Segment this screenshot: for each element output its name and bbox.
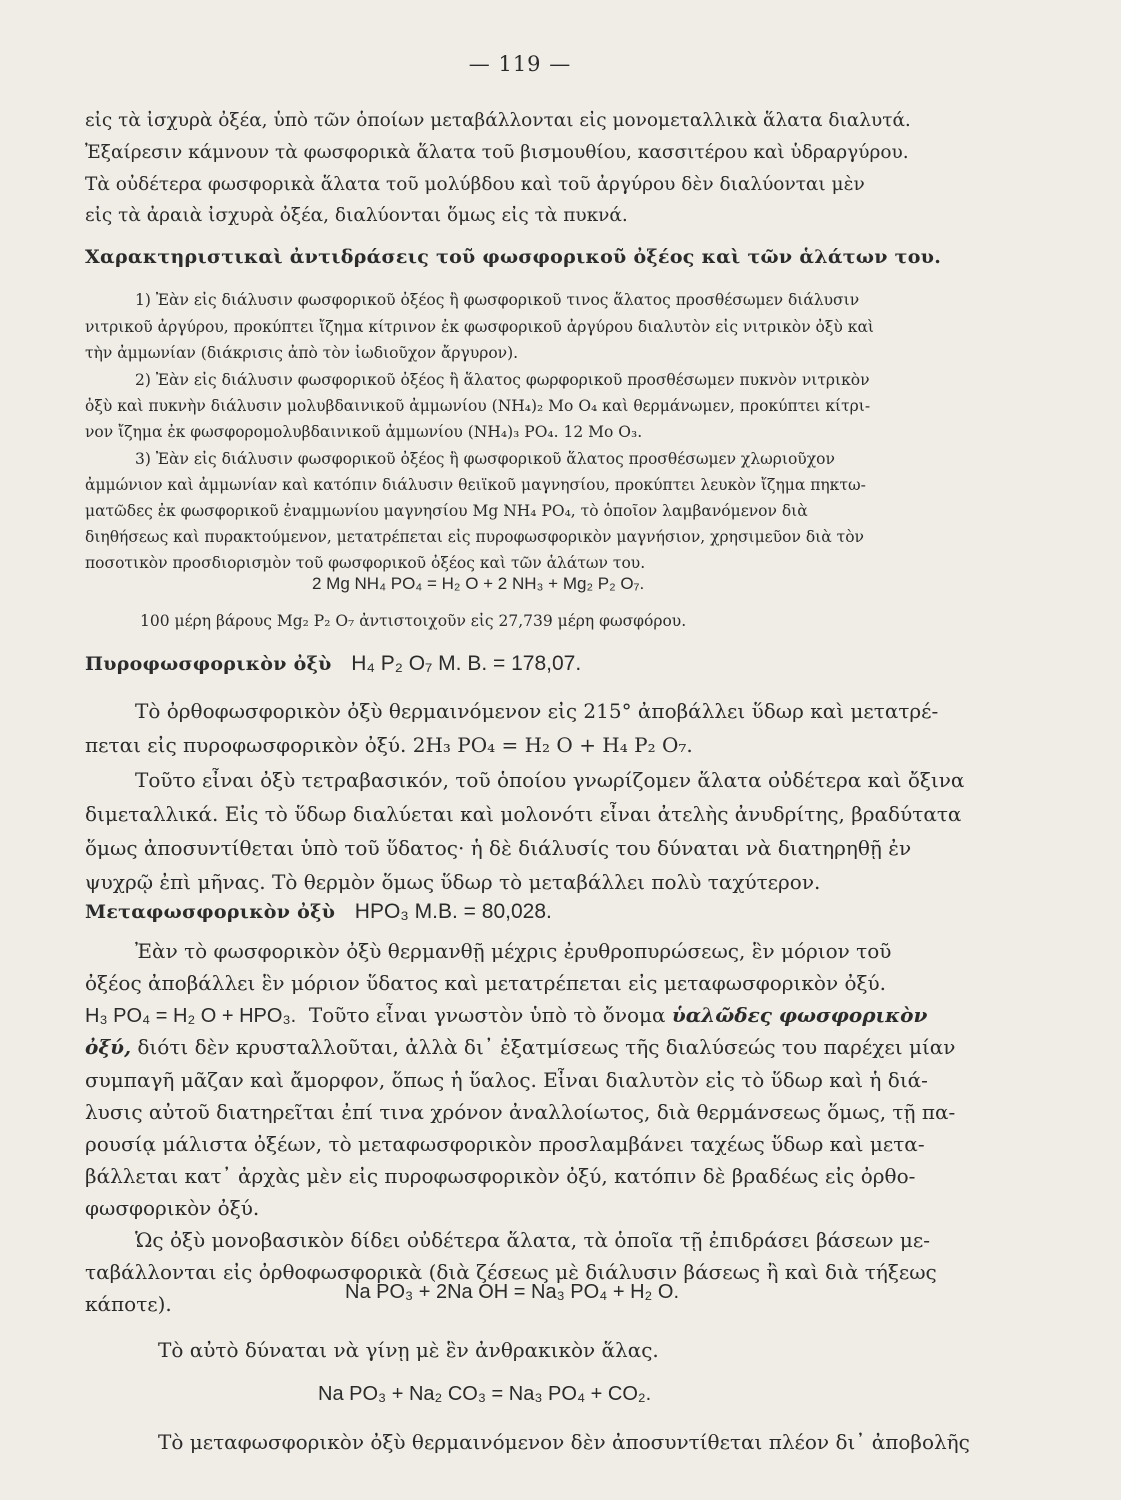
pyro-line-1: Τὸ ὀρθοφωσφορικὸν ὀξὺ θερμαινόμενον εἰς 215° ἀποβάλλει ὕδωρ καὶ μετατρέ- xyxy=(135,699,939,723)
pyro-line-3: Τοῦτο εἶναι ὀξὺ τετραβασικόν, τοῦ ὁποίου γνωρίζομεν ἅλατα οὐδέτερα καὶ ὄξινα xyxy=(135,768,965,792)
meta-kapote: κάποτε). xyxy=(85,1292,172,1316)
meta-heading xyxy=(85,900,1005,924)
pyro-heading-text: Πυροφωσφορικὸν ὀξὺ xyxy=(85,653,332,675)
reactions-heading-text: Χαρακτηριστικαὶ ἀντιδράσεις τοῦ φωσφορικοῦ ὀξέος καὶ τῶν ἁλάτων του. xyxy=(85,246,942,268)
intro-line-4: εἰς τὰ ἀραιὰ ἰσχυρὰ ὀξέα, διαλύονται ὅμως εἰς τὰ πυκνά. xyxy=(85,205,628,226)
meta-line-5: συμπαγῆ μᾶζαν καὶ ἄμορφον, ὅπως ἡ ὕαλος. Εἶναι διαλυτὸν εἰς τὸ ὕδωρ καὶ ἡ διά- xyxy=(85,1068,928,1092)
meta-line-10: Ὡς ὀξὺ μονοβασικὸν δίδει οὐδέτερα ἅλατα, τὰ ὁποῖα τῇ ἐπιδράσει βάσεων με- xyxy=(135,1228,931,1252)
intro-line-1: εἰς τὰ ἰσχυρὰ ὀξέα, ὑπὸ τῶν ὁποίων μεταβάλλονται εἰς μονομεταλλικὰ ἅλατα διαλυτά. xyxy=(85,110,911,131)
intro-line-3: Τὰ οὐδέτερα φωσφορικὰ ἅλατα τοῦ μολύβδου καὶ τοῦ ἀργύρου δὲν διαλύονται μὲν xyxy=(85,174,865,195)
meta-formula: HPO₃ M.B. = 80,028. xyxy=(354,900,552,923)
reaction-line-6: νον ἴζημα ἐκ φωσφορομολυβδαινικοῦ ἀμμωνίου (NH₄)₃ PO₄. 12 Mo O₃. xyxy=(85,423,643,441)
meta-line-1: Ἐὰν τὸ φωσφορικὸν ὀξὺ θερμανθῇ μέχρις ἐρυθροπυρώσεως, ἓν μόριον τοῦ xyxy=(135,939,892,963)
equation-naoh: Na PO₃ + 2Na OH = Na₃ PO₄ + H₂ O. xyxy=(345,1281,679,1303)
meta-term-bold: ὑαλῶδες φωσφορικὸν xyxy=(671,1003,928,1027)
meta-heading-text: Μεταφωσφορικὸν ὀξὺ xyxy=(85,901,336,923)
pyro-line-2: πεται εἰς πυροφωσφορικὸν ὀξύ. 2H₃ PO₄ = H₂ O + H₄ P₂ O₇. xyxy=(85,733,693,757)
meta-same-line: Τὸ αὐτὸ δύναται νὰ γίνῃ μὲ ἓν ἀνθρακικὸν ἅλας. xyxy=(158,1338,659,1362)
pyro-line-6: ψυχρῷ ἐπὶ μῆνας. Τὸ θερμὸν ὅμως ὕδωρ τὸ μεταβάλλει πολὺ ταχύτερον. xyxy=(85,870,821,894)
equation-note: 100 μέρη βάρους Mg₂ P₂ O₇ ἀντιστοιχοῦν εἰς 27,739 μέρη φωσφόρου. xyxy=(140,612,687,630)
pyro-line-5: ὅμως ἀποσυντίθεται ὑπὸ τοῦ ὕδατος· ἡ δὲ διάλυσίς του δύναται νὰ διατηρηθῇ ἐν xyxy=(85,836,912,860)
meta-line-3-formula: H₃ PO₄ = H₂ O + HPO₃. xyxy=(85,1005,297,1027)
meta-line-3 xyxy=(85,1003,990,1028)
equation-magnesium: 2 Mg NH₄ PO₄ = H₂ O + 2 NH₃ + Mg₂ P₂ O₇. xyxy=(312,574,645,593)
reaction-line-1: 1) Ἐὰν εἰς διάλυσιν φωσφορικοῦ ὀξέος ἢ φωσφορικοῦ τινος ἅλατος προσθέσωμεν διάλυσιν xyxy=(135,291,860,309)
reactions-heading xyxy=(85,246,1005,268)
meta-line-8: βάλλεται κατ᾽ ἀρχὰς μὲν εἰς πυροφωσφορικὸν ὀξύ, κατόπιν δὲ βραδέως εἰς ὀρθο- xyxy=(85,1164,916,1188)
reaction-line-5: ὀξὺ καὶ πυκνὴν διάλυσιν μολυβδαινικοῦ ἀμμωνίου (NH₄)₂ Mo O₄ καὶ θερμάνωμεν, προκύπτει κίτρι- xyxy=(85,397,871,415)
reaction-line-11: ποσοτικὸν προσδιορισμὸν τοῦ φωσφορικοῦ ὀξέος καὶ τῶν ἁλάτων του. xyxy=(85,554,646,572)
reaction-line-3: τὴν ἀμμωνίαν (διάκρισις ἀπὸ τὸν ἰωδιοῦχον ἄργυρον). xyxy=(85,344,519,362)
meta-line-4-text: διότι δὲν κρυσταλλοῦται, ἀλλὰ δι᾽ ἐξατμίσεως τῆς διαλύσεώς του παρέχει μίαν xyxy=(137,1035,956,1059)
reaction-line-4: 2) Ἐὰν εἰς διάλυσιν φωσφορικοῦ ὀξέος ἢ ἅλατος φωρφορικοῦ προσθέσωμεν πυκνὸν νιτρικὸν xyxy=(135,371,870,389)
reaction-line-8: ἀμμώνιον καὶ ἀμμωνίαν καὶ κατόπιν διάλυσιν θειϊκοῦ μαγνησίου, προκύπτει λευκὸν ἴζημα πηκτω- xyxy=(85,476,866,494)
pyro-formula: H₄ P₂ O₇ M. B. = 178,07. xyxy=(351,652,582,675)
meta-term-bold-2: ὀξύ, xyxy=(85,1035,132,1059)
meta-line-9: φωσφορικὸν ὀξύ. xyxy=(85,1196,260,1220)
reaction-line-7: 3) Ἐὰν εἰς διάλυσιν φωσφορικοῦ ὀξέος ἢ φωσφορικοῦ ἅλατος προσθέσωμεν χλωριοῦχον xyxy=(135,450,835,468)
meta-line-4 xyxy=(85,1035,990,1059)
meta-last-line: Τὸ μεταφωσφορικὸν ὀξὺ θερμαινόμενον δὲν ἀποσυντίθεται πλέον δι᾽ ἀποβολῆς xyxy=(158,1430,970,1454)
meta-line-6: λυσις αὐτοῦ διατηρεῖται ἐπί τινα χρόνον ἀναλλοίωτος, διὰ θερμάνσεως ὅμως, τῇ πα- xyxy=(85,1100,956,1124)
page-number: — 119 — xyxy=(468,52,572,76)
pyro-heading xyxy=(85,652,1005,676)
meta-line-3-text: Τοῦτο εἶναι γνωστὸν ὑπὸ τὸ ὄνομα xyxy=(308,1003,666,1027)
reaction-line-2: νιτρικοῦ ἀργύρου, προκύπτει ἴζημα κίτρινον ἐκ φωσφορικοῦ ἀργύρου διαλυτὸν εἰς νιτρικὸν ὀξὺ καὶ xyxy=(85,318,875,336)
pyro-line-4: διμεταλλικά. Εἰς τὸ ὕδωρ διαλύεται καὶ μολονότι εἶναι ἀτελὴς ἀνυδρίτης, βραδύτατα xyxy=(85,802,962,826)
intro-line-2: Ἐξαίρεσιν κάμνουν τὰ φωσφορικὰ ἅλατα τοῦ βισμουθίου, κασσιτέρου καὶ ὑδραργύρου. xyxy=(85,142,909,163)
meta-line-7: ρουσίᾳ μάλιστα ὀξέων, τὸ μεταφωσφορικὸν προσλαμβάνει ταχέως ὕδωρ καὶ μετα- xyxy=(85,1132,925,1156)
meta-line-11: ταβάλλονται εἰς ὀρθοφωσφορικὰ (διὰ ζέσεως μὲ διάλυσιν βάσεως ἢ καὶ διὰ τήξεως xyxy=(85,1260,937,1284)
meta-line-2: ὀξέος ἀποβάλλει ἓν μόριον ὕδατος καὶ μετατρέπεται εἰς μεταφωσφορικὸν ὀξύ. xyxy=(85,971,887,995)
reaction-line-9: ματῶδες ἐκ φωσφορικοῦ ἐναμμωνίου μαγνησίου Mg NH₄ PO₄, τὸ ὁποῖον λαμβανόμενον διὰ xyxy=(85,502,808,520)
reaction-line-10: διηθήσεως καὶ πυρακτούμενον, μετατρέπεται εἰς πυροφωσφορικὸν μαγνήσιον, χρησιμεῦον διὰ τὸν xyxy=(85,528,864,546)
equation-carbonate: Na PO₃ + Na₂ CO₃ = Na₃ PO₄ + CO₂. xyxy=(318,1383,652,1405)
